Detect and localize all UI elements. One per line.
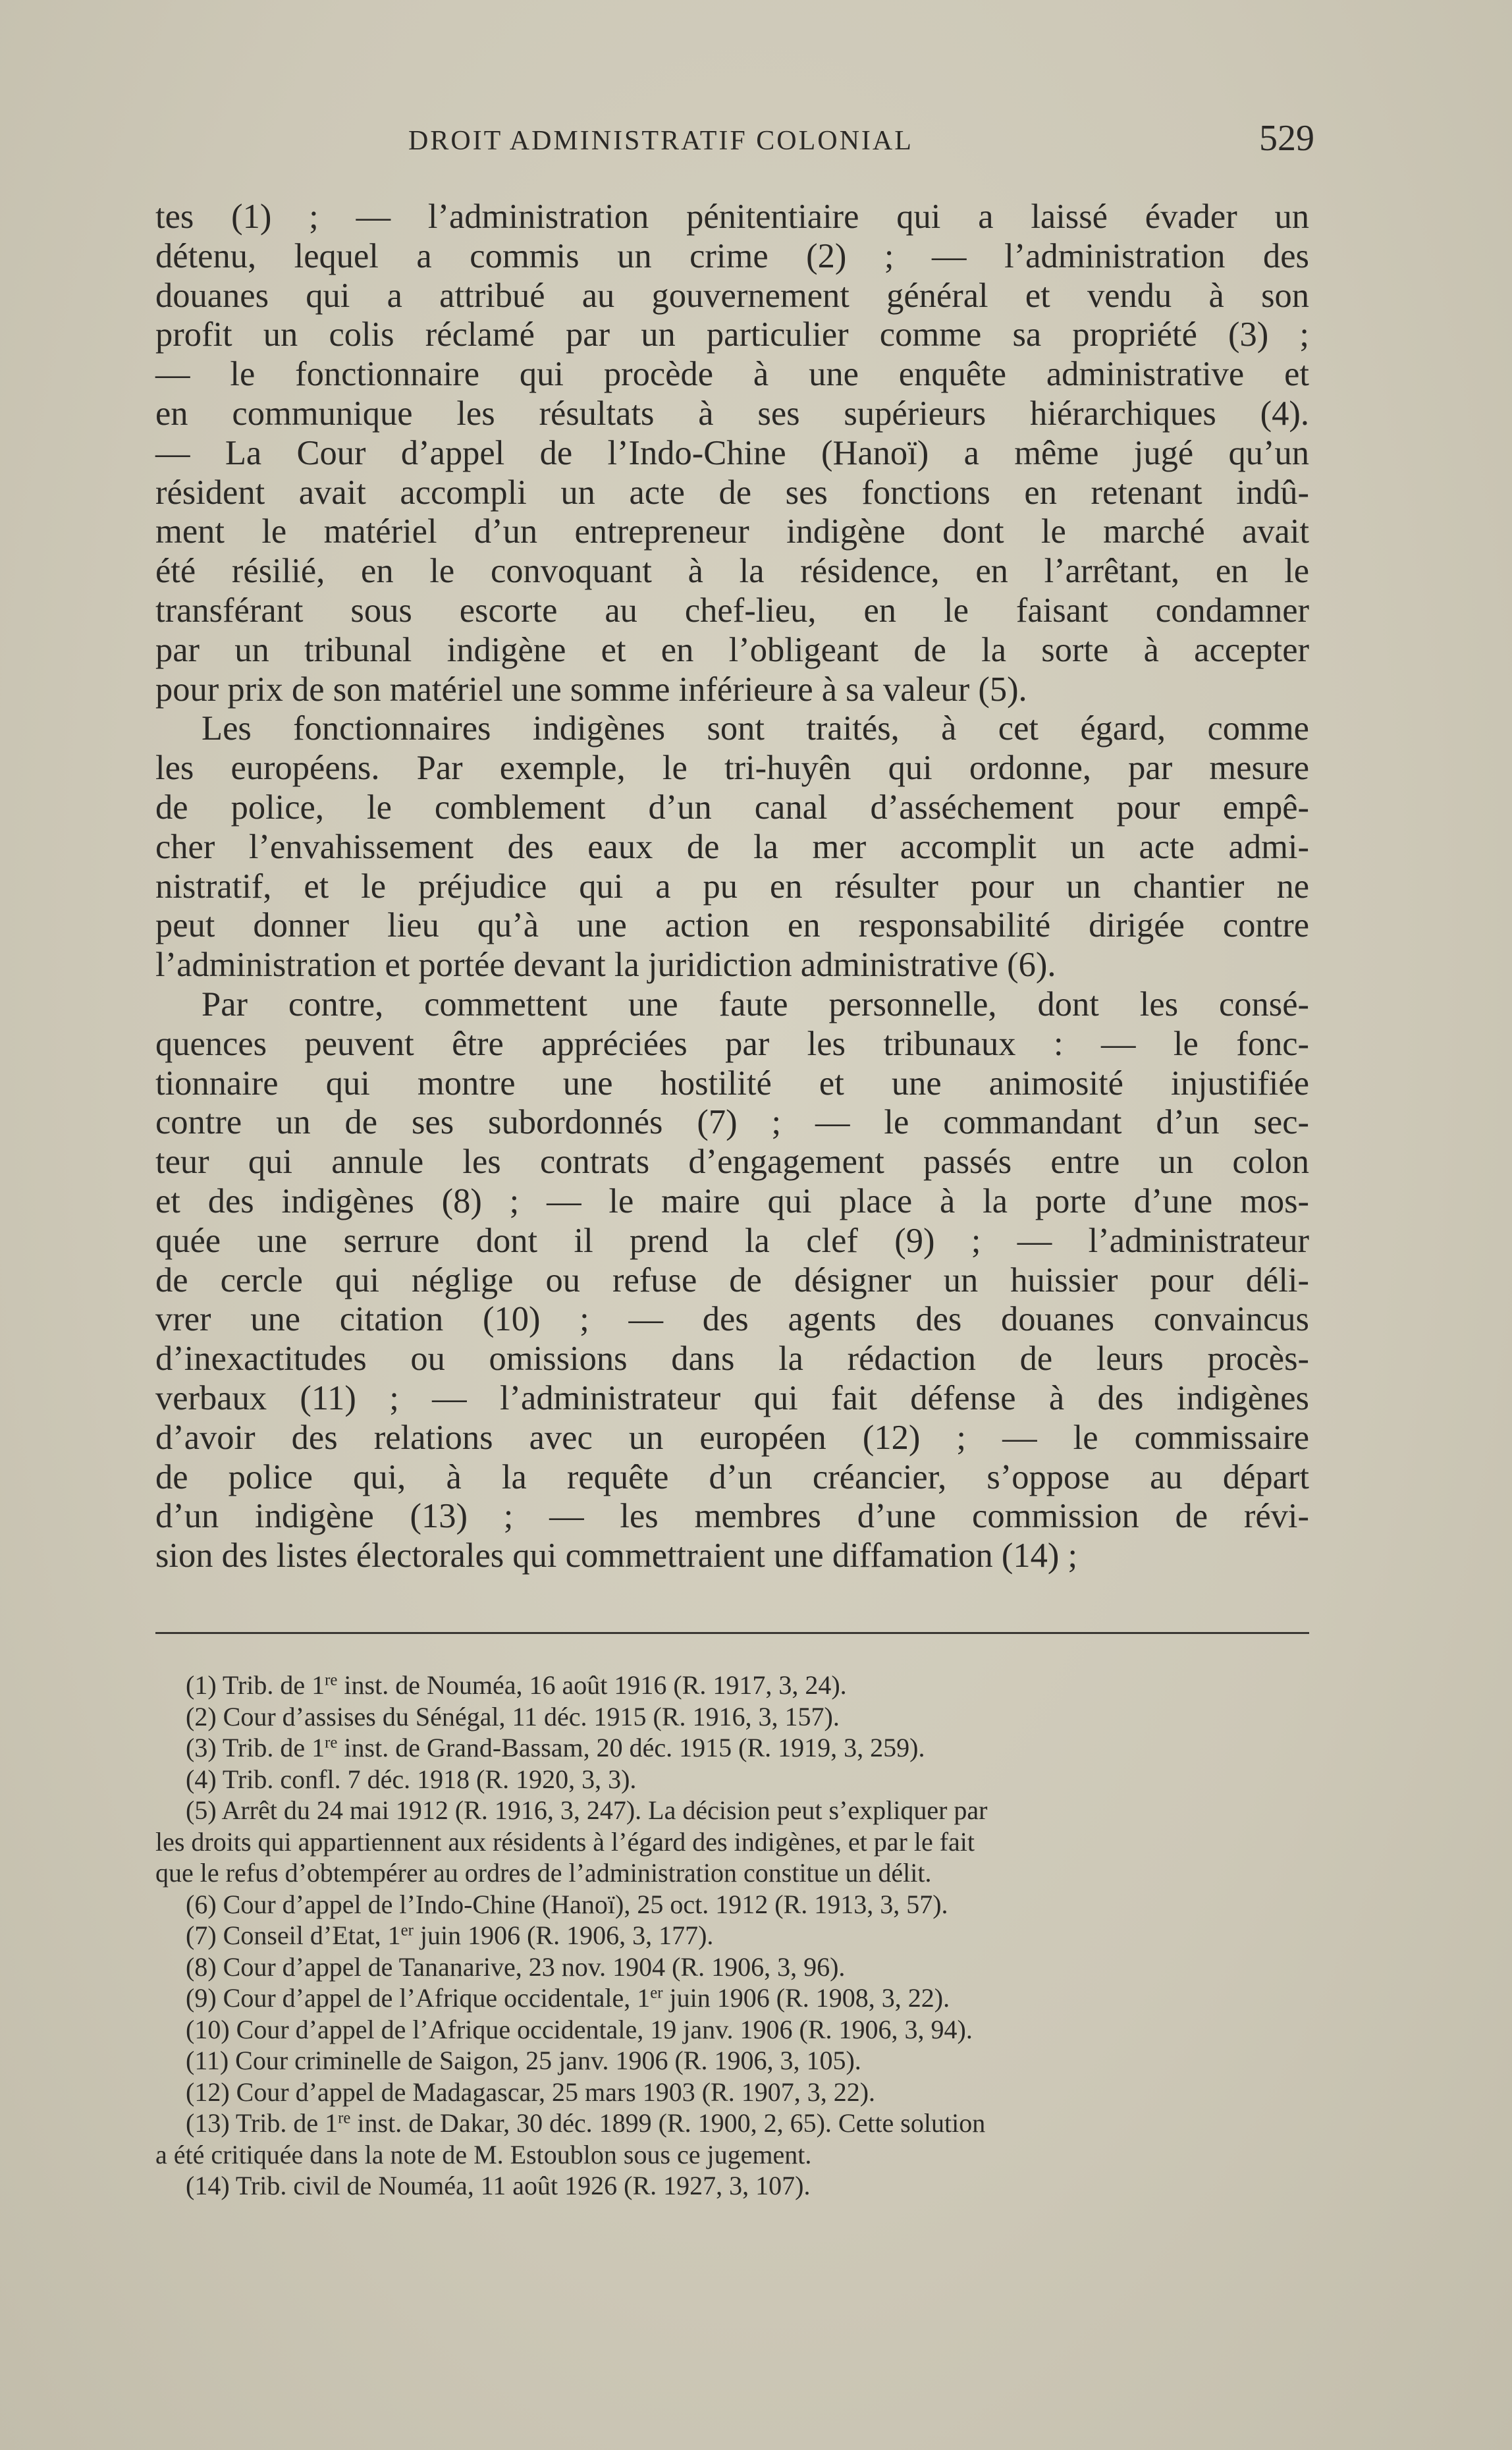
footnote-number: (9) [186,1983,217,2013]
text-line: sion des listes électorales qui commettraient une diffamation (14) ; [155,1537,1078,1575]
footnote [155,1951,1309,1983]
footnote [155,1795,1309,1826]
text-line: été résilié, en le convoquant à la résidence, en l’arrêtant, en le [155,552,1309,591]
running-title: DROIT ADMINISTRATIF COLONIAL [408,126,913,156]
footnote [155,1982,1309,2014]
page-header [158,117,1314,170]
footnote [155,2108,1309,2139]
text-line: Les fonctionnaires indigènes sont traités, à cet égard, comme [202,709,1309,748]
text-line: quences peuvent être appréciées par les tribunaux : — le fonc- [155,1024,1309,1063]
footnote [155,2045,1309,2077]
footnote-text: Conseil d’Etat, 1 [223,1920,401,1950]
footnote [155,1670,1309,1701]
footnote-text: Cour d’appel de l’Afrique occidentale, 19 janv. 1906 (R. 1906, 3, 94). [236,2014,973,2044]
footnote-continuation: que le refus d’obtempérer au ordres de l’administration constitue un délit. [155,1858,932,1888]
text-line: de police qui, à la requête d’un créancier, s’oppose au départ [155,1457,1309,1496]
footnote-text: Arrêt du 24 mai 1912 (R. 1916, 3, 247). La décision peut s’expliquer par [221,1795,988,1825]
footnote-number: (5) [186,1795,217,1825]
footnote [155,1764,1309,1795]
footnote-number: (7) [186,1920,217,1950]
footnote [155,1701,1309,1733]
paragraph [155,985,1309,1576]
footnote-superscript: re [325,1733,338,1752]
footnote-number: (3) [186,1733,217,1762]
footnote-separator [155,1632,1309,1634]
footnote [155,2014,1309,2046]
footnote-number: (12) [186,2077,230,2107]
footnote-number: (13) [186,2108,230,2138]
footnote-text: Trib. de 1 [222,1670,325,1700]
text-line: profit un colis réclamé par un particulier comme sa propriété (3) ; [155,315,1309,354]
footnote-number: (11) [186,2046,229,2075]
text-line: quée une serrure dont il prend la clef (9) ; — l’administrateur [155,1221,1309,1260]
text-line: — La Cour d’appel de l’Indo-Chine (Hanoï) a même jugé qu’un [155,433,1309,472]
text-line: et des indigènes (8) ; — le maire qui place à la porte d’une mos- [155,1182,1309,1220]
footnote-text: juin 1906 (R. 1908, 3, 22). [662,1983,950,2013]
text-line: nistratif, et le préjudice qui a pu en résulter pour un chantier ne [155,867,1309,906]
footnote-superscript: re [325,1671,338,1689]
text-line: tionnaire qui montre une hostilité et une animosité injustifiée [155,1064,1309,1102]
text-line: d’un indigène (13) ; — les membres d’une commission de révi- [155,1497,1309,1536]
main-text [155,198,1309,1576]
footnote-text: Trib. confl. 7 déc. 1918 (R. 1920, 3, 3). [222,1764,637,1794]
footnote [155,2170,1309,2202]
footnote-text: Cour d’appel de l’Indo-Chine (Hanoï), 25 oct. 1912 (R. 1913, 3, 57). [223,1889,948,1919]
footnote-number: (2) [186,1701,217,1731]
text-line: les européens. Par exemple, le tri-huyên qui ordonne, par mesure [155,749,1309,788]
footnote-text: inst. de Dakar, 30 déc. 1899 (R. 1900, 2, 65). Cette solution [350,2108,986,2138]
footnote [155,1732,1309,1764]
text-line: tes (1) ; — l’administration pénitentiaire qui a laissé évader un [155,198,1309,236]
text-line: par un tribunal indigène et en l’obligeant de la sorte à accepter [155,630,1309,669]
text-line: d’inexactitudes ou omissions dans la rédaction de leurs procès- [155,1340,1309,1378]
text-line: transférant sous escorte au chef-lieu, en le faisant condamner [155,591,1309,630]
footnote-text: inst. de Grand-Bassam, 20 déc. 1915 (R. 1919, 3, 259). [337,1733,925,1762]
text-line: contre un de ses subordonnés (7) ; — le commandant d’un sec- [155,1103,1309,1142]
text-line: résident avait accompli un acte de ses fonctions en retenant indû- [155,473,1309,512]
footnotes [155,1670,1309,2202]
text-line: détenu, lequel a commis un crime (2) ; — l’administration des [155,236,1309,275]
paragraph [155,198,1309,709]
footnote-text: Cour d’appel de l’Afrique occidentale, 1 [223,1983,651,2013]
text-line: cher l’envahissement des eaux de la mer accomplit un acte admi- [155,827,1309,866]
text-line: douanes qui a attribué au gouvernement général et vendu à son [155,276,1309,315]
footnote-superscript: re [338,2109,351,2127]
footnote-text: Cour d’appel de Madagascar, 25 mars 1903 (R. 1907, 3, 22). [236,2077,876,2107]
footnote-continuation: a été critiquée dans la note de M. Estoublon sous ce jugement. [155,2139,812,2169]
footnote-text: juin 1906 (R. 1906, 3, 177). [413,1920,714,1950]
footnote-number: (10) [186,2014,230,2044]
footnote-superscript: er [400,1921,414,1940]
footnote-text: Cour d’assises du Sénégal, 11 déc. 1915 (R. 1916, 3, 157). [223,1701,840,1731]
text-line: de police, le comblement d’un canal d’asséchement pour empê- [155,788,1309,827]
text-line: d’avoir des relations avec un européen (12) ; — le commissaire [155,1418,1309,1457]
footnote [155,2077,1309,2108]
footnote-text: Cour d’appel de Tananarive, 23 nov. 1904 (R. 1906, 3, 96). [223,1951,846,1982]
text-line: de cercle qui néglige ou refuse de désigner un huissier pour déli- [155,1261,1309,1299]
footnote-superscript: er [650,1984,663,2002]
text-line: verbaux (11) ; — l’administrateur qui fait défense à des indigènes [155,1378,1309,1417]
paragraph [155,709,1309,985]
text-line: vrer une citation (10) ; — des agents des douanes convaincus [155,1300,1309,1339]
footnote [155,1920,1309,1951]
footnote-text: Trib. de 1 [222,1733,325,1762]
footnote-text: Cour criminelle de Saigon, 25 janv. 1906 (R. 1906, 3, 105). [235,2046,861,2075]
text-line: l’administration et portée devant la juridiction administrative (6). [155,946,1056,985]
text-line: — le fonctionnaire qui procède à une enquête administrative et [155,355,1309,394]
footnote-text: inst. de Nouméa, 16 août 1916 (R. 1917, 3, 24). [337,1670,847,1700]
text-line: en communique les résultats à ses supérieurs hiérarchiques (4). [155,394,1309,433]
footnote-number: (8) [186,1951,217,1982]
footnote-text: Trib. civil de Nouméa, 11 août 1926 (R. 1927, 3, 107). [235,2171,811,2200]
text-line: peut donner lieu qu’à une action en responsabilité dirigée contre [155,906,1309,945]
text-line: ment le matériel d’un entrepreneur indigène dont le marché avait [155,512,1309,551]
text-line: Par contre, commettent une faute personnelle, dont les consé- [202,985,1309,1023]
footnote-number: (6) [186,1889,217,1919]
footnote [155,1889,1309,1920]
text-line: teur qui annule les contrats d’engagement passés entre un colon [155,1143,1309,1182]
footnote-number: (1) [186,1670,217,1700]
footnote-continuation: les droits qui appartiennent aux résidents à l’égard des indigènes, et par le fait [155,1826,975,1857]
page-number: 529 [1259,118,1314,159]
footnote-text: Trib. de 1 [235,2108,338,2138]
footnote-number: (14) [186,2171,230,2200]
text-line: pour prix de son matériel une somme inférieure à sa valeur (5). [155,670,1027,709]
footnote-number: (4) [186,1764,217,1794]
